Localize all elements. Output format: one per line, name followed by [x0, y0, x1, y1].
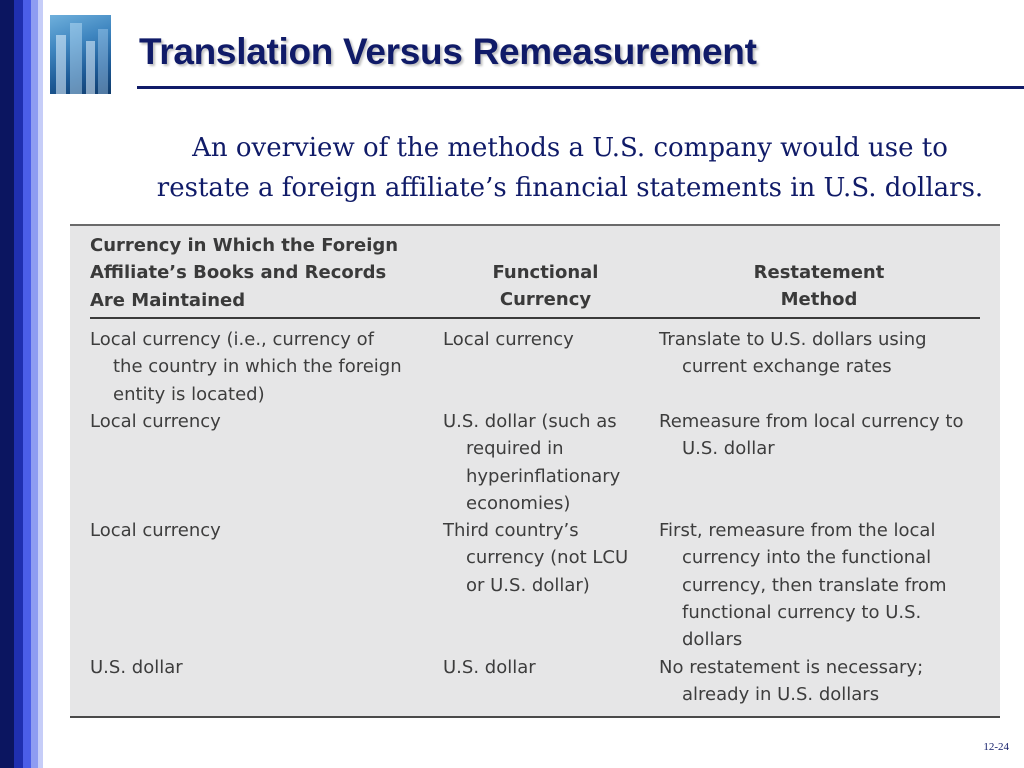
header-divider: [90, 317, 980, 319]
book-cover-logo: [50, 15, 111, 94]
title-underline: [137, 86, 1024, 89]
table-row-3-books-currency: Local currency: [90, 520, 221, 541]
table-row-1-functional-currency: Local currency: [443, 329, 574, 350]
left-stripe-blue: [14, 0, 23, 768]
table-row-4-books-currency: U.S. dollar: [90, 657, 183, 678]
restatement-table: [70, 224, 1000, 718]
table-row-1-books-currency: Local currency (i.e., currency of the country in which the foreign entity is located): [90, 329, 402, 405]
table-row-2-functional-currency: U.S. dollar (such as required in hyperinflationary economies): [443, 411, 621, 514]
table-row-4-functional-currency: U.S. dollar: [443, 657, 536, 678]
page-number: 12-24: [983, 741, 1009, 753]
left-stripe-pale: [38, 0, 43, 768]
table-row-1-restatement-method: Translate to U.S. dollars using current exchange rates: [659, 329, 927, 378]
subtitle-line-2: restate a foreign affiliate’s financial statements in U.S. dollars.: [156, 173, 984, 203]
subtitle-line-1: An overview of the methods a U.S. company would use to: [192, 133, 948, 163]
header-books-currency: Currency in Which the Foreign Affiliate’s Books and Records Are Maintained: [90, 235, 399, 311]
header-restatement-method: Restatement Method: [753, 262, 885, 311]
header-functional-currency: Functional Currency: [492, 262, 599, 311]
table-row-3-restatement-method: First, remeasure from the local currency into the functional currency, then translate from functional currency to U.S. dollars: [659, 520, 947, 651]
table-row-4-restatement-method: No restatement is necessary; already in U.S. dollars: [659, 657, 924, 706]
left-stripe-medium: [23, 0, 31, 768]
table-row-2-books-currency: Local currency: [90, 411, 221, 432]
slide-title: Translation Versus Remeasurement: [139, 31, 757, 72]
slide-subtitle: [60, 128, 1024, 208]
table-row-2-restatement-method: Remeasure from local currency to U.S. dollar: [659, 411, 964, 460]
left-stripe-light: [31, 0, 38, 768]
left-stripe-dark: [0, 0, 14, 768]
table-row-3-functional-currency: Third country’s currency (not LCU or U.S. dollar): [443, 520, 629, 596]
